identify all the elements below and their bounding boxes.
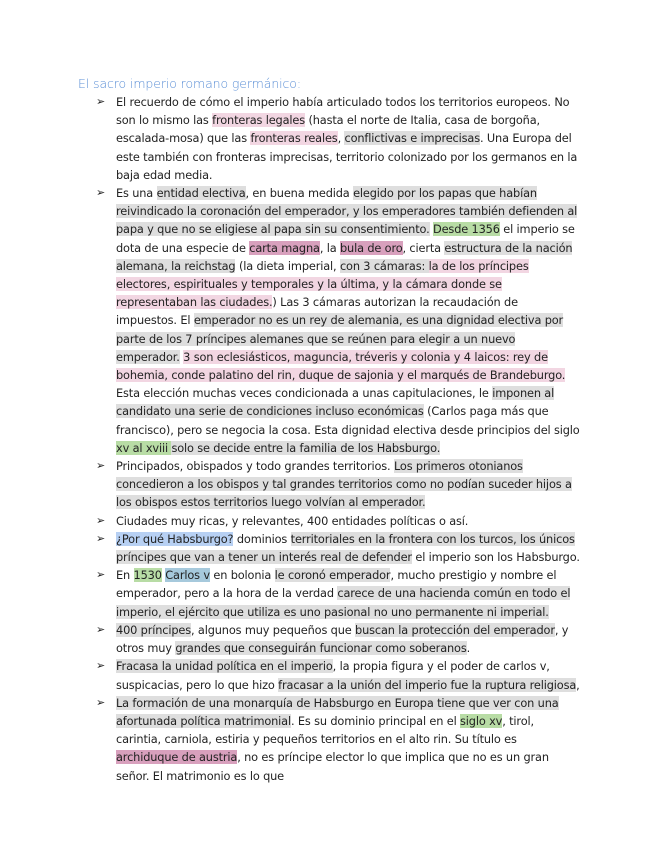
bullet-item (96, 694, 580, 785)
arrow-bullet-icon: ➢ (96, 95, 106, 108)
text-segment: (la dieta imperial, (235, 258, 340, 273)
arrow-bullet-icon: ➢ (96, 531, 106, 545)
arrow-bullet-icon: ➢ (96, 513, 106, 527)
highlighted-text: con 3 cámaras: (339, 258, 429, 273)
highlighted-text: fronteras legales (212, 113, 305, 128)
text-segment: , cierta (402, 240, 445, 255)
text-segment: Principados, obispados y todo grandes territorios. (116, 459, 394, 474)
arrow-bullet-icon: ➢ (96, 568, 106, 582)
arrow-bullet-icon: ➢ (96, 459, 106, 473)
highlighted-text: Fracasa la unidad política en el imperio (116, 659, 333, 674)
highlighted-text: buscan la protección del emperador (355, 622, 555, 637)
highlighted-text: conflictivas e imprecisas (344, 131, 480, 146)
arrow-bullet-icon: ➢ (96, 622, 106, 636)
text-segment: , en buena medida (245, 186, 354, 201)
text-segment: , y otros muy (116, 622, 569, 656)
text-segment: Esta elección muchas veces condicionada a unas capitulaciones, le (116, 386, 493, 401)
text-segment: . No son lo mismo las (116, 95, 570, 128)
text-segment: , la (319, 240, 340, 255)
highlighted-text: 400 príncipes (116, 622, 191, 637)
text-segment: , algunos muy pequeños que (191, 622, 356, 637)
highlighted-text: elegido por los papas que habían reivindicado la coronación del emperador, y los emperadores también defienden al papa y que no se eligiese al papa sin su consentimiento. (116, 186, 578, 237)
highlighted-text: emperador no es un rey de alemania, es una dignidad electiva por parte de los 7 príncipes alemanes que se reúnen para elegir a un nuevo emperador. (116, 313, 564, 364)
bullet-list (96, 93, 580, 785)
bullet-item (96, 184, 580, 457)
highlighted-text: ¿Por qué Habsburgo? (116, 531, 234, 546)
highlighted-text: 3 son eclesiásticos, maguncia, tréveris y colonia y 4 laicos: rey de bohemia, conde palatino del rin, duque de sajonia y el marqués de Brandeburgo. (116, 349, 566, 383)
highlighted-text: carece de una hacienda común en todo el imperio, el ejército que utiliza es uno pasional no uno permanente ni imperial. (116, 586, 571, 619)
text-segment: , mucho prestigio y nombre el emperador, pero a la hora de la verdad (116, 568, 557, 601)
highlighted-text: 1530 (133, 568, 162, 583)
bullet-item (96, 621, 580, 657)
text-segment: , (337, 131, 345, 146)
bullet-item (96, 566, 580, 621)
text-segment: el imperio se dota de una especie de (116, 222, 575, 255)
highlighted-text: Desde 1356 (433, 222, 500, 237)
highlighted-text: entidad electiva (156, 186, 246, 201)
section-title: El sacro imperio romano germánico: (78, 76, 301, 91)
highlighted-text: le coronó emperador (274, 568, 391, 583)
highlighted-text: territoriales en la frontera con los turcos, los únicos príncipes que van a tener un interés real de defender (116, 531, 575, 565)
bullet-item (96, 457, 580, 512)
text-segment: , la propia figura y el poder de carlos v, suspicacias, pero lo que hizo (116, 659, 550, 692)
text-segment: cómo el imperio había articulado todos los territorios europeos (199, 95, 548, 109)
arrow-bullet-icon: ➢ (96, 186, 106, 200)
text-segment: , (576, 677, 580, 692)
arrow-bullet-icon: ➢ (96, 695, 106, 709)
text-segment: el imperio son los Habsburgo. (411, 550, 580, 565)
text-segment: . Es su dominio principal en el (290, 713, 461, 728)
text-segment: Ciudades muy ricas, y relevantes, 400 entidades políticas o así. (116, 513, 469, 528)
highlighted-text: fracasar a la unión del imperio fue la ruptura religiosa (278, 677, 577, 692)
text-segment: . (466, 641, 471, 656)
highlighted-text: bula de oro (339, 240, 403, 255)
highlighted-text: archiduque de austria (116, 750, 238, 765)
text-segment: , tirol, carintia, carniola, estiria y pequeños territorios en el alto rin. Su título es (116, 713, 534, 747)
highlighted-text: xv al xviii (116, 440, 172, 455)
text-segment: (Carlos paga más que francisco), pero se negocia la cosa. Esta dignidad electiva desde principios del siglo (116, 404, 580, 437)
highlighted-text: solo se decide entre la familia de los Habsburgo. (171, 440, 441, 455)
highlighted-text: grandes que conseguirán funcionar como soberanos (175, 641, 467, 656)
text-segment: Es una (116, 186, 157, 201)
text-segment: . Una Europa del este también con fronteras imprecisas, territorio colonizado por los germanos en la baja edad media. (116, 131, 578, 182)
highlighted-text: la de los príncipes electores, espirituales y temporales y la última, y la cámara donde se representaban las ciudades. (116, 258, 529, 310)
text-segment: dominios (233, 531, 291, 546)
highlighted-text: estructura de la nación alemana, la reichstag (116, 240, 573, 273)
text-segment: ) Las 3 cámaras autorizan la recaudación de impuestos. El (116, 295, 518, 328)
bullet-item (96, 657, 580, 693)
bullet-item (96, 530, 580, 566)
text-segment: El recuerdo de (116, 95, 200, 109)
arrow-bullet-icon: ➢ (96, 659, 106, 673)
text-segment: En (116, 568, 134, 583)
highlighted-text: carta magna (249, 240, 320, 255)
highlighted-text: Carlos v (165, 568, 210, 583)
bullet-item (96, 93, 580, 184)
bullet-item (96, 512, 580, 530)
text-segment: (hasta el norte de Italia, casa de borgoña, escalada-mosa) que las (116, 113, 540, 146)
text-segment: en bolonia (209, 568, 275, 583)
highlighted-text: imponen al candidato una serie de condiciones incluso económicas (116, 386, 555, 419)
highlighted-text: fronteras reales (250, 131, 338, 146)
highlighted-text: siglo xv (460, 713, 503, 728)
highlighted-text: La formación de una monarquía de Habsburgo en Europa tiene que ver con una afortunada política matrimonial (116, 695, 559, 728)
highlighted-text: Los primeros otonianos concedieron a los obispos y tal grandes territorios como no podían suceder hijos a los obispos estos territorios luego volvían al emperador. (116, 459, 572, 510)
text-segment: , no es príncipe elector lo que implica que no es un gran señor. El matrimonio es lo que (116, 750, 549, 783)
